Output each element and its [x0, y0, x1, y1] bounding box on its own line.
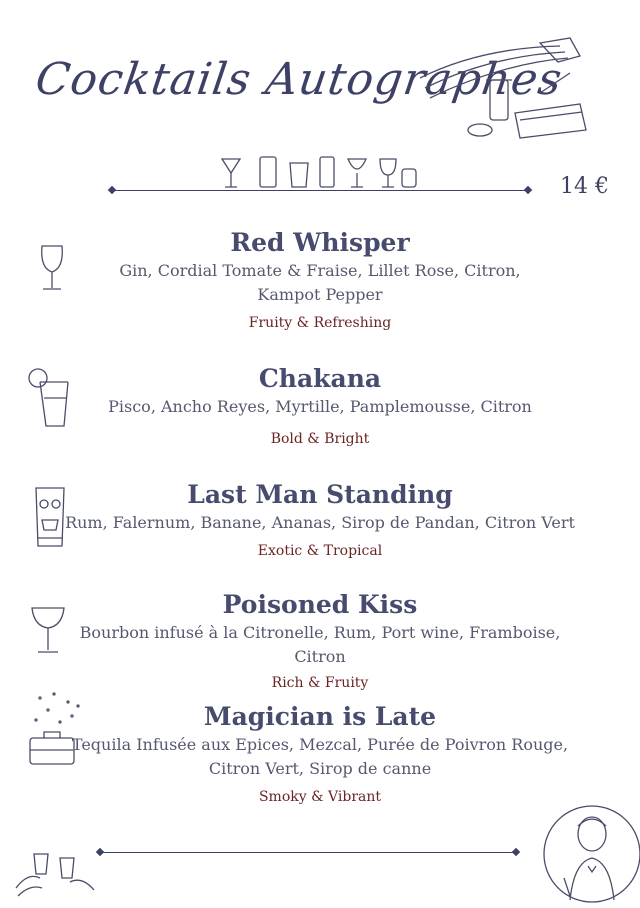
- item-ingredients: [60, 733, 580, 781]
- item-name: Magician is Late: [203, 702, 437, 731]
- item-ingredients-line-2: Kampot Pepper: [257, 285, 383, 304]
- item-name: Last Man Standing: [187, 480, 453, 509]
- menu-title: Cocktails Autographes: [32, 54, 566, 105]
- top-divider-left-ornament: [108, 186, 116, 194]
- item-name: Chakana: [258, 364, 382, 393]
- item-ingredients: [60, 259, 580, 307]
- item-ingredients-line-1: Bourbon infusé à la Citronelle, Rum, Port wine, Framboise, Citron: [79, 623, 561, 666]
- price: 14 €: [560, 174, 609, 199]
- menu-item-last-man-standing: [60, 480, 580, 559]
- item-ingredients: [60, 621, 580, 669]
- bottom-divider: [100, 852, 516, 853]
- menu-item-red-whisper: [60, 228, 580, 331]
- menu-item-magician-is-late: [60, 702, 580, 805]
- bar-tools-illustration-icon: [420, 38, 590, 148]
- item-tagline: Fruity & Refreshing: [248, 315, 392, 331]
- item-tagline: Bold & Bright: [270, 431, 370, 447]
- bottom-divider-right-ornament: [512, 848, 520, 856]
- item-ingredients: [60, 395, 580, 419]
- toasting-glasses-icon: [14, 848, 98, 898]
- item-tagline: Smoky & Vibrant: [258, 789, 382, 805]
- item-ingredients-line-1: Tequila Infusée aux Epices, Mezcal, Purée de Poivron Rouge,: [71, 735, 569, 754]
- item-ingredients-line-1: Pisco, Ancho Reyes, Myrtille, Pamplemousse, Citron: [108, 397, 532, 416]
- item-ingredients-line-1: Rum, Falernum, Banane, Ananas, Sirop de Pandan, Citron Vert: [65, 513, 575, 532]
- cocktail-glasses-row-icon: [220, 145, 420, 193]
- item-tagline: Rich & Fruity: [271, 675, 369, 691]
- item-ingredients-line-1: Gin, Cordial Tomate & Fraise, Lillet Rose, Citron,: [119, 261, 521, 280]
- item-name: Red Whisper: [230, 228, 410, 257]
- top-divider-right-ornament: [524, 186, 532, 194]
- item-ingredients-line-2: Citron Vert, Sirop de canne: [208, 759, 432, 778]
- item-ingredients: [60, 511, 580, 535]
- top-divider: [112, 190, 528, 191]
- bartender-portrait-icon: [540, 800, 640, 908]
- menu-item-chakana: [60, 364, 580, 447]
- item-name: Poisoned Kiss: [222, 590, 418, 619]
- item-tagline: Exotic & Tropical: [257, 543, 383, 559]
- menu-item-poisoned-kiss: [60, 590, 580, 691]
